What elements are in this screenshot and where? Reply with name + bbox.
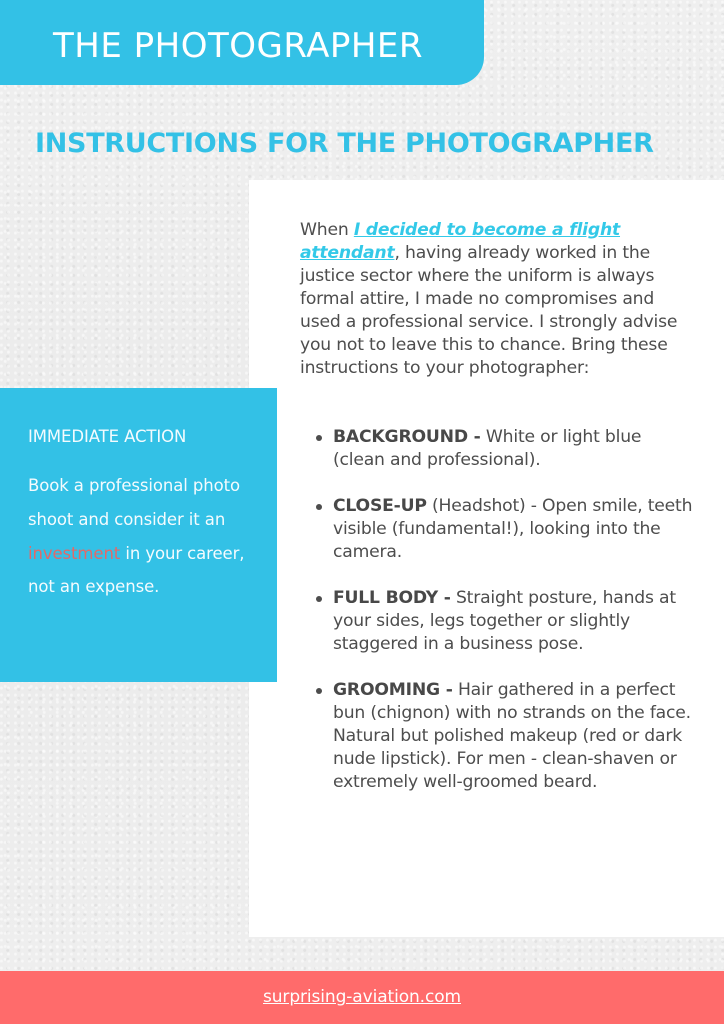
instruction-label: GROOMING - (333, 680, 453, 700)
instruction-label: FULL BODY - (333, 588, 451, 608)
footer-website-link[interactable]: surprising-aviation.com (263, 987, 461, 1007)
bullet-icon (316, 596, 322, 602)
instruction-text: White or light blue (clean and professional). (333, 427, 642, 470)
page-title: THE PHOTOGRAPHER (53, 26, 424, 66)
bullet-icon (316, 504, 322, 510)
bullet-icon (316, 688, 322, 694)
instruction-label: CLOSE-UP (333, 496, 427, 516)
instruction-close-up (316, 495, 698, 564)
bullet-icon (316, 435, 322, 441)
instructions-list (316, 426, 698, 817)
instruction-text: (Headshot) - Open smile, teeth visible (fundamental!), looking into the camera. (333, 496, 693, 562)
section-title: INSTRUCTIONS FOR THE PHOTOGRAPHER (35, 128, 654, 159)
intro-lead: When (300, 220, 354, 240)
action-heading: IMMEDIATE ACTION (28, 427, 187, 446)
instruction-grooming (316, 679, 698, 794)
intro-rest: , having already worked in the justice sector where the uniform is always formal attire, I made no compromises and used a professional service. I strongly advise you not to leave this to chance. Bring these instructions to your photographer: (300, 243, 678, 378)
instruction-background (316, 426, 698, 472)
action-text (28, 469, 260, 604)
action-highlight: investment (28, 543, 121, 563)
instruction-label: BACKGROUND - (333, 427, 481, 447)
instruction-text: Straight posture, hands at your sides, legs together or slightly staggered in a business pose. (333, 588, 676, 654)
action-text-after: in your career, not an expense. (28, 543, 245, 597)
instruction-text: Hair gathered in a perfect bun (chignon) with no strands on the face. Natural but polished makeup (red or dark nude lipstick). For men - clean-shaven or extremely well-groomed beard. (333, 680, 691, 792)
action-text-before: Book a professional photo shoot and consider it an (28, 476, 240, 529)
intro-paragraph (300, 219, 692, 380)
flight-attendant-link[interactable]: I decided to become a flight attendant (300, 220, 621, 263)
instruction-full-body (316, 587, 698, 656)
